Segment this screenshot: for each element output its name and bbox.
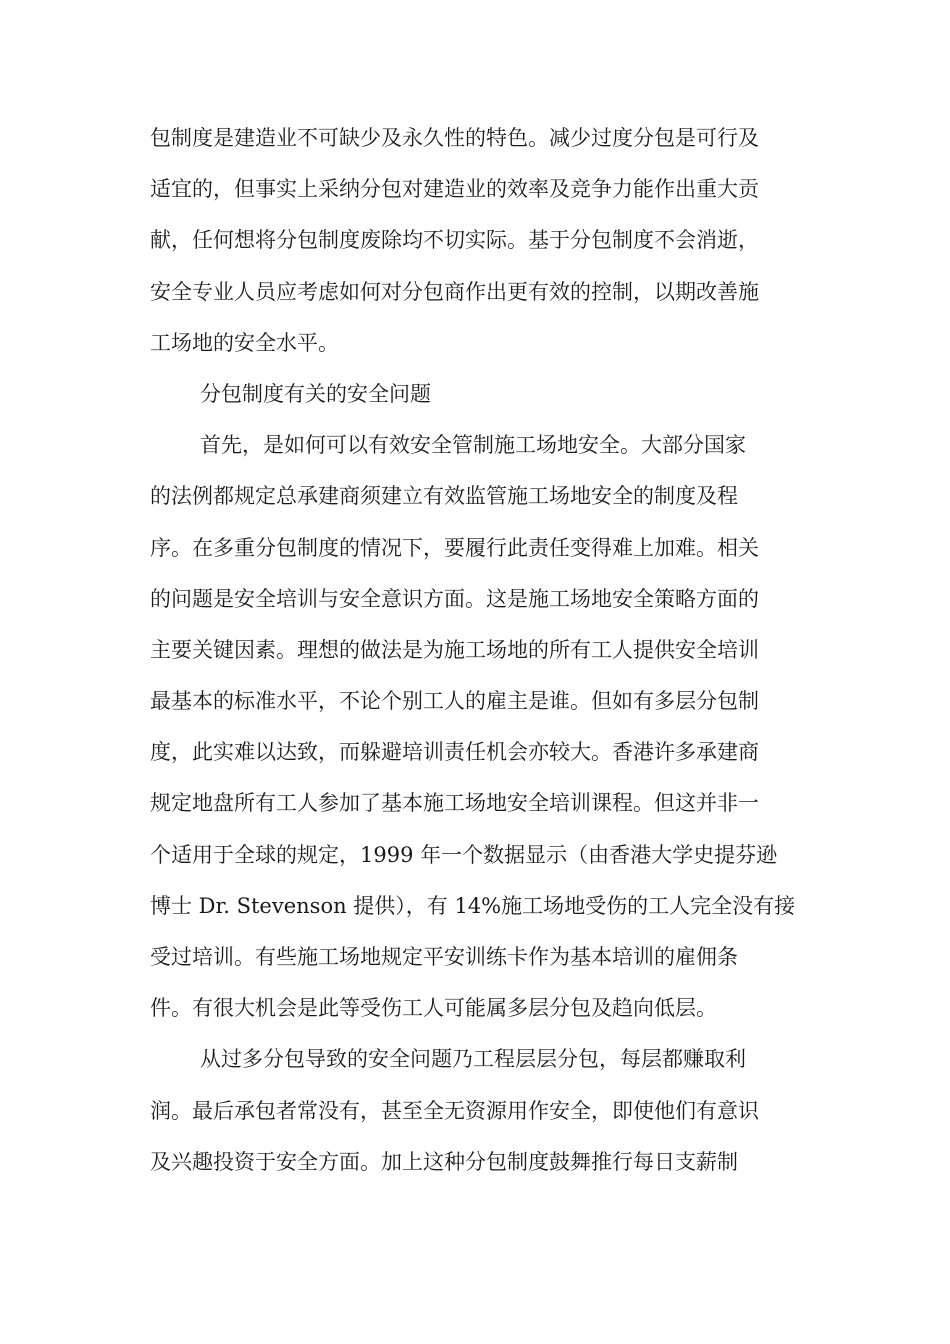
text-line: 规定地盘所有工人参加了基本施工场地安全培训课程。但这并非一 [150,791,759,816]
text-line: 个适用于全球的规定，1999 年一个数据显示（由香港大学史提芬逊 [150,842,778,867]
text-line: 受过培训。有些施工场地规定平安训练卡作为基本培训的雇佣条 [150,945,738,969]
document-body [150,113,802,1188]
text-line: 工场地的安全水平。 [150,330,339,355]
text-line: 主要关键因素。理想的做法是为施工场地的所有工人提供安全培训 [150,637,759,662]
text-line: 的问题是安全培训与安全意识方面。这是施工场地安全策略方面的 [150,586,759,611]
text-line: 安全专业人员应考虑如何对分包商作出更有效的控制，以期改善施 [150,279,759,304]
text-line: 的法例都规定总承建商须建立有效监管施工场地安全的制度及程 [150,484,738,509]
section-heading: 分包制度有关的安全问题 [200,381,431,406]
text-line: 适宜的，但事实上采纳分包对建造业的效率及竞争力能作出重大贡 [150,177,759,202]
text-line: 及兴趣投资于安全方面。加上这种分包制度鼓舞推行每日支薪制 [150,1149,738,1174]
text-line: 度，此实难以达致，而躲避培训责任机会亦较大。香港许多承建商 [150,740,759,765]
text-line: 包制度是建造业不可缺少及永久性的特色。减少过度分包是可行及 [150,126,759,150]
text-line: 件。有很大机会是此等受伤工人可能属多层分包及趋向低层。 [150,996,717,1021]
text-line: 序。在多重分包制度的情况下，要履行此责任变得难上加难。相关 [150,535,759,560]
text-line: 首先，是如何可以有效安全管制施工场地安全。大部分国家 [200,433,746,458]
text-line: 博士 Dr. Stevenson 提供），有 14%施工场地受伤的工人完全没有接 [150,893,796,918]
text-line: 从过多分包导致的安全问题乃工程层层分包，每层都赚取利 [200,1047,746,1072]
text-line: 润。最后承包者常没有，甚至全无资源用作安全，即使他们有意识 [150,1098,759,1123]
text-line: 最基本的标准水平，不论个别工人的雇主是谁。但如有多层分包制 [150,689,759,714]
text-line: 献，任何想将分包制度废除均不切实际。基于分包制度不会消逝， [150,228,759,253]
